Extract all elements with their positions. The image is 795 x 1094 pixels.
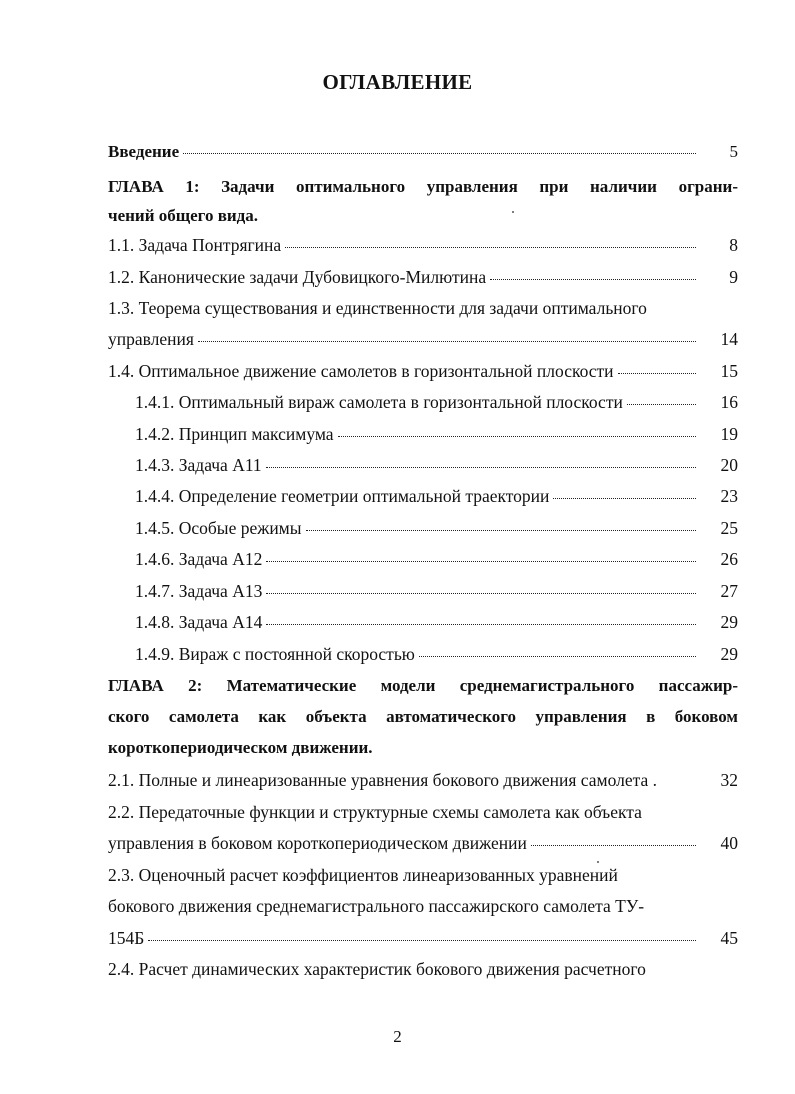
scan-speck: [597, 861, 599, 863]
toc-entry-intro[interactable]: [108, 137, 738, 167]
leader-dots: [266, 467, 696, 468]
toc-entry-1-4-2[interactable]: [135, 419, 738, 449]
toc-entry-1-4-5[interactable]: [135, 513, 738, 543]
toc-entry-1-4-4[interactable]: [135, 481, 738, 511]
leader-dots: [285, 247, 696, 248]
leader-dots: [266, 593, 696, 594]
toc-entry-text: 1.4.8. Задача А14: [135, 612, 263, 632]
toc-entry-text: 1.4.4. Определение геометрии оптимальной траектории: [135, 486, 550, 506]
toc-entry-page: 14: [720, 329, 738, 349]
toc-entry-2-2[interactable]: [108, 828, 738, 858]
page-title: ОГЛАВЛЕНИЕ: [322, 70, 473, 94]
toc-entry-text: 1.4.1. Оптимальный вираж самолета в горизонтальной плоскости: [135, 392, 623, 412]
toc-entry-1-4-8[interactable]: [135, 607, 738, 637]
toc-entry-1-1[interactable]: [108, 230, 738, 260]
toc-entry-page: 26: [720, 549, 738, 569]
toc-entry-text: 1.4.6. Задача А12: [135, 549, 263, 569]
leader-dots: [148, 940, 696, 941]
leader-dots: [183, 153, 696, 154]
leader-dots: [618, 373, 696, 374]
toc-entry-2-3-line-1[interactable]: 2.3. Оценочный расчет коэффициентов линеаризованных уравнений: [108, 865, 618, 885]
leader-dots: [553, 498, 696, 499]
toc-entry-1-2[interactable]: [108, 262, 738, 292]
toc-entry-2-1[interactable]: [108, 765, 738, 795]
toc-entry-1-4-1[interactable]: [135, 387, 738, 417]
toc-entry-text: 1.4.2. Принцип максимума: [135, 424, 334, 444]
toc-entry-page: 9: [729, 267, 738, 287]
toc-entry-page: 29: [720, 612, 738, 632]
toc-entry-2-3[interactable]: [108, 923, 738, 953]
toc-entry-text: 2.1. Полные и линеаризованные уравнения бокового движения самолета .: [108, 770, 657, 790]
chapter-1-heading-line-2[interactable]: чений общего вида.: [108, 206, 259, 225]
toc-entry-1-4-6[interactable]: [135, 544, 738, 574]
leader-dots: [306, 530, 696, 531]
toc-entry-page: 27: [720, 581, 738, 601]
toc-entry-2-2-line-1[interactable]: 2.2. Передаточные функции и структурные схемы самолета как объекта: [108, 802, 642, 822]
toc-entry-page: 19: [720, 424, 738, 444]
toc-entry-page: 16: [720, 392, 738, 412]
toc-entry-1-4[interactable]: [108, 356, 738, 386]
toc-entry-page: 29: [720, 644, 738, 664]
chapter-2-heading-line-2[interactable]: ского самолета как объекта автоматического управления в боковом: [108, 707, 738, 726]
leader-dots: [266, 561, 696, 562]
toc-entry-2-3-line-2[interactable]: бокового движения среднемагистрального пассажирского самолета ТУ-: [108, 896, 645, 916]
toc-entry-page: 5: [729, 142, 738, 161]
toc-entry-page: 40: [720, 833, 738, 853]
leader-dots: [338, 436, 696, 437]
toc-entry-1-4-3[interactable]: [135, 450, 738, 480]
toc-entry-page: 15: [720, 361, 738, 381]
toc-entry-text: управления в боковом короткопериодическом движении: [108, 833, 527, 853]
page-number: 2: [393, 1027, 402, 1046]
toc-entry-page: 20: [720, 455, 738, 475]
toc-entry-text: 1.1. Задача Понтрягина: [108, 235, 282, 255]
leader-dots: [490, 279, 696, 280]
leader-dots: [198, 341, 696, 342]
toc-entry-text: Введение: [108, 142, 180, 161]
toc-entry-page: 23: [720, 486, 738, 506]
chapter-2-heading-line-3[interactable]: короткопериодическом движении.: [108, 738, 373, 757]
toc-entry-page: 8: [729, 235, 738, 255]
toc-entry-1-3-line-1[interactable]: 1.3. Теорема существования и единственности для задачи оптимального: [108, 298, 647, 318]
scan-speck: [512, 211, 514, 213]
toc-entry-text: 1.4.9. Вираж с постоянной скоростью: [135, 644, 415, 664]
toc-entry-1-3[interactable]: [108, 324, 738, 354]
toc-entry-text: 1.4. Оптимальное движение самолетов в горизонтальной плоскости: [108, 361, 614, 381]
toc-entry-page: 32: [720, 770, 738, 790]
chapter-2-heading-line-1[interactable]: ГЛАВА 2: Математические модели среднемагистрального пассажир-: [108, 676, 738, 695]
toc-entry-2-4-line-1[interactable]: 2.4. Расчет динамических характеристик бокового движения расчетного: [108, 959, 646, 979]
toc-entry-text: 1.4.5. Особые режимы: [135, 518, 302, 538]
leader-dots: [419, 656, 696, 657]
toc-entry-text: 1.4.7. Задача А13: [135, 581, 263, 601]
toc-entry-text: 1.4.3. Задача А11: [135, 455, 262, 475]
toc-entry-text: управления: [108, 329, 194, 349]
leader-dots: [531, 845, 696, 846]
toc-entry-text: 154Б: [108, 928, 145, 948]
leader-dots: [266, 624, 696, 625]
toc-entry-page: 25: [720, 518, 738, 538]
toc-entry-page: 45: [720, 928, 738, 948]
leader-dots: [627, 404, 696, 405]
toc-entry-1-4-7[interactable]: [135, 576, 738, 606]
toc-entry-1-4-9[interactable]: [135, 639, 738, 669]
chapter-1-heading-line-1[interactable]: ГЛАВА 1: Задачи оптимального управления при наличии ограни-: [108, 177, 738, 196]
toc-entry-text: 1.2. Канонические задачи Дубовицкого-Милютина: [108, 267, 487, 287]
